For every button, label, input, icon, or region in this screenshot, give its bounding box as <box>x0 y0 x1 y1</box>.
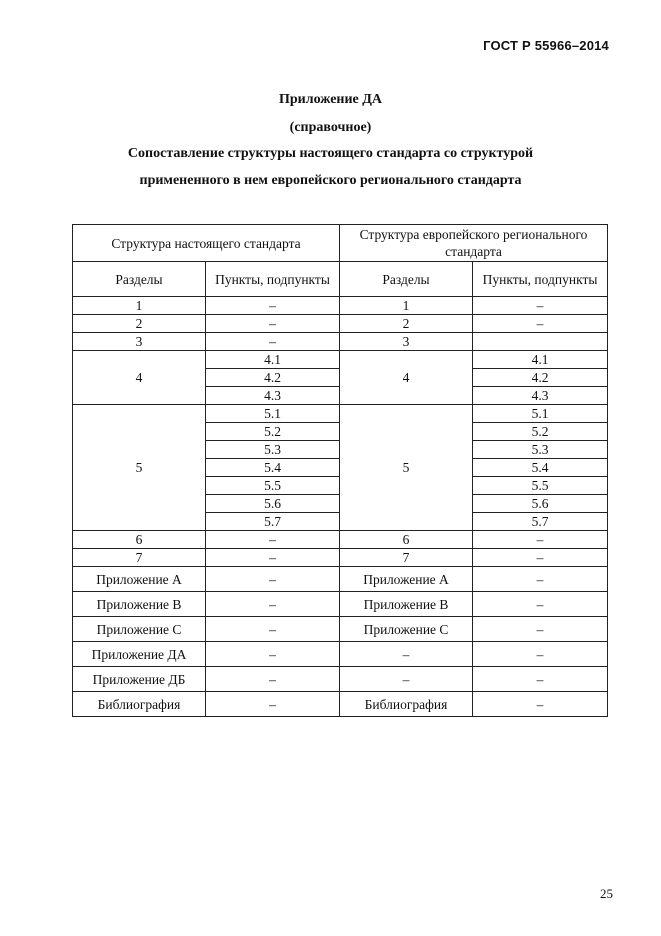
table-cell: – <box>206 592 340 617</box>
table-row <box>73 297 608 315</box>
table-cell: – <box>473 617 608 642</box>
table-cell: Библиография <box>340 692 473 717</box>
section-cell: 4 <box>73 351 206 405</box>
item-cell: 5.3 <box>206 441 340 459</box>
page-number: 25 <box>600 886 613 901</box>
table-cell: – <box>206 549 340 567</box>
item-cell: 5.1 <box>206 405 340 423</box>
table-row <box>73 531 608 549</box>
table-row <box>73 667 608 692</box>
header-sections-left: Разделы <box>73 262 206 297</box>
item-cell: 5.5 <box>473 477 608 495</box>
table-row <box>73 405 608 423</box>
item-cell: 5.5 <box>206 477 340 495</box>
table-cell: – <box>473 592 608 617</box>
appendix-title: Приложение ДА <box>278 92 383 107</box>
item-cell: 5.7 <box>473 513 608 531</box>
table-cell: Библиография <box>73 692 206 717</box>
table-cell: Приложение В <box>340 592 473 617</box>
table-cell: – <box>206 692 340 717</box>
item-cell: 4.1 <box>473 351 608 369</box>
structure-comparison-table <box>72 224 608 717</box>
table-cell: – <box>206 642 340 667</box>
table-cell: 2 <box>340 315 473 333</box>
table-cell: – <box>206 531 340 549</box>
table-cell: 7 <box>340 549 473 567</box>
table-cell: – <box>473 642 608 667</box>
table-cell: Приложение С <box>73 617 206 642</box>
item-cell: 5.3 <box>473 441 608 459</box>
table-cell: – <box>473 531 608 549</box>
table-cell: Приложение А <box>73 567 206 592</box>
table-cell: Приложение А <box>340 567 473 592</box>
item-cell: 5.2 <box>206 423 340 441</box>
table-cell: – <box>206 617 340 642</box>
table-row <box>73 642 608 667</box>
header-european-standard: Структура европейского регионального стандарта <box>340 225 608 262</box>
table-cell: – <box>473 297 608 315</box>
table-cell: – <box>473 549 608 567</box>
item-cell: 5.6 <box>473 495 608 513</box>
table-cell: – <box>473 567 608 592</box>
table-cell: 7 <box>73 549 206 567</box>
appendix-caption-line-1: Сопоставление структуры настоящего стандарта со структурой <box>127 146 534 161</box>
table-cell: Приложение ДБ <box>73 667 206 692</box>
table-row <box>73 333 608 351</box>
table-cell: 6 <box>340 531 473 549</box>
table-row <box>73 617 608 642</box>
appendix-status: (справочное) <box>289 120 372 135</box>
table-cell: – <box>340 667 473 692</box>
table-cell: – <box>206 667 340 692</box>
table-cell: – <box>206 567 340 592</box>
table-cell: – <box>206 315 340 333</box>
appendix-caption-line-2: примененного в нем европейского регионального стандарта <box>139 173 522 188</box>
table-cell: Приложение В <box>73 592 206 617</box>
table-cell: Приложение ДА <box>73 642 206 667</box>
item-cell: 4.1 <box>206 351 340 369</box>
table-row <box>73 351 608 369</box>
table-row <box>73 567 608 592</box>
table-row <box>73 692 608 717</box>
table-cell: 3 <box>340 333 473 351</box>
table-cell <box>473 333 608 351</box>
item-cell: 5.4 <box>206 459 340 477</box>
table-cell: – <box>206 333 340 351</box>
header-sections-right: Разделы <box>340 262 473 297</box>
item-cell: 4.3 <box>473 387 608 405</box>
item-cell: 5.2 <box>473 423 608 441</box>
header-items-right: Пункты, подпункты <box>473 262 608 297</box>
item-cell: 4.2 <box>206 369 340 387</box>
header-items-left: Пункты, подпункты <box>206 262 340 297</box>
section-cell: 5 <box>73 405 206 531</box>
document-code: ГОСТ Р 55966–2014 <box>483 38 609 53</box>
table-cell: – <box>206 297 340 315</box>
table-cell: Приложение С <box>340 617 473 642</box>
section-cell: 5 <box>340 405 473 531</box>
table-cell: – <box>473 692 608 717</box>
table-row <box>73 549 608 567</box>
table-cell: 1 <box>340 297 473 315</box>
table-cell: – <box>340 642 473 667</box>
table-cell: 1 <box>73 297 206 315</box>
section-cell: 4 <box>340 351 473 405</box>
item-cell: 5.6 <box>206 495 340 513</box>
item-cell: 4.3 <box>206 387 340 405</box>
table-cell: 2 <box>73 315 206 333</box>
table-cell: – <box>473 667 608 692</box>
table-cell: 6 <box>73 531 206 549</box>
item-cell: 4.2 <box>473 369 608 387</box>
header-current-standard: Структура настоящего стандарта <box>73 225 340 262</box>
item-cell: 5.1 <box>473 405 608 423</box>
item-cell: 5.7 <box>206 513 340 531</box>
item-cell: 5.4 <box>473 459 608 477</box>
table-row <box>73 592 608 617</box>
table-row <box>73 315 608 333</box>
table-cell: 3 <box>73 333 206 351</box>
table-cell: – <box>473 315 608 333</box>
